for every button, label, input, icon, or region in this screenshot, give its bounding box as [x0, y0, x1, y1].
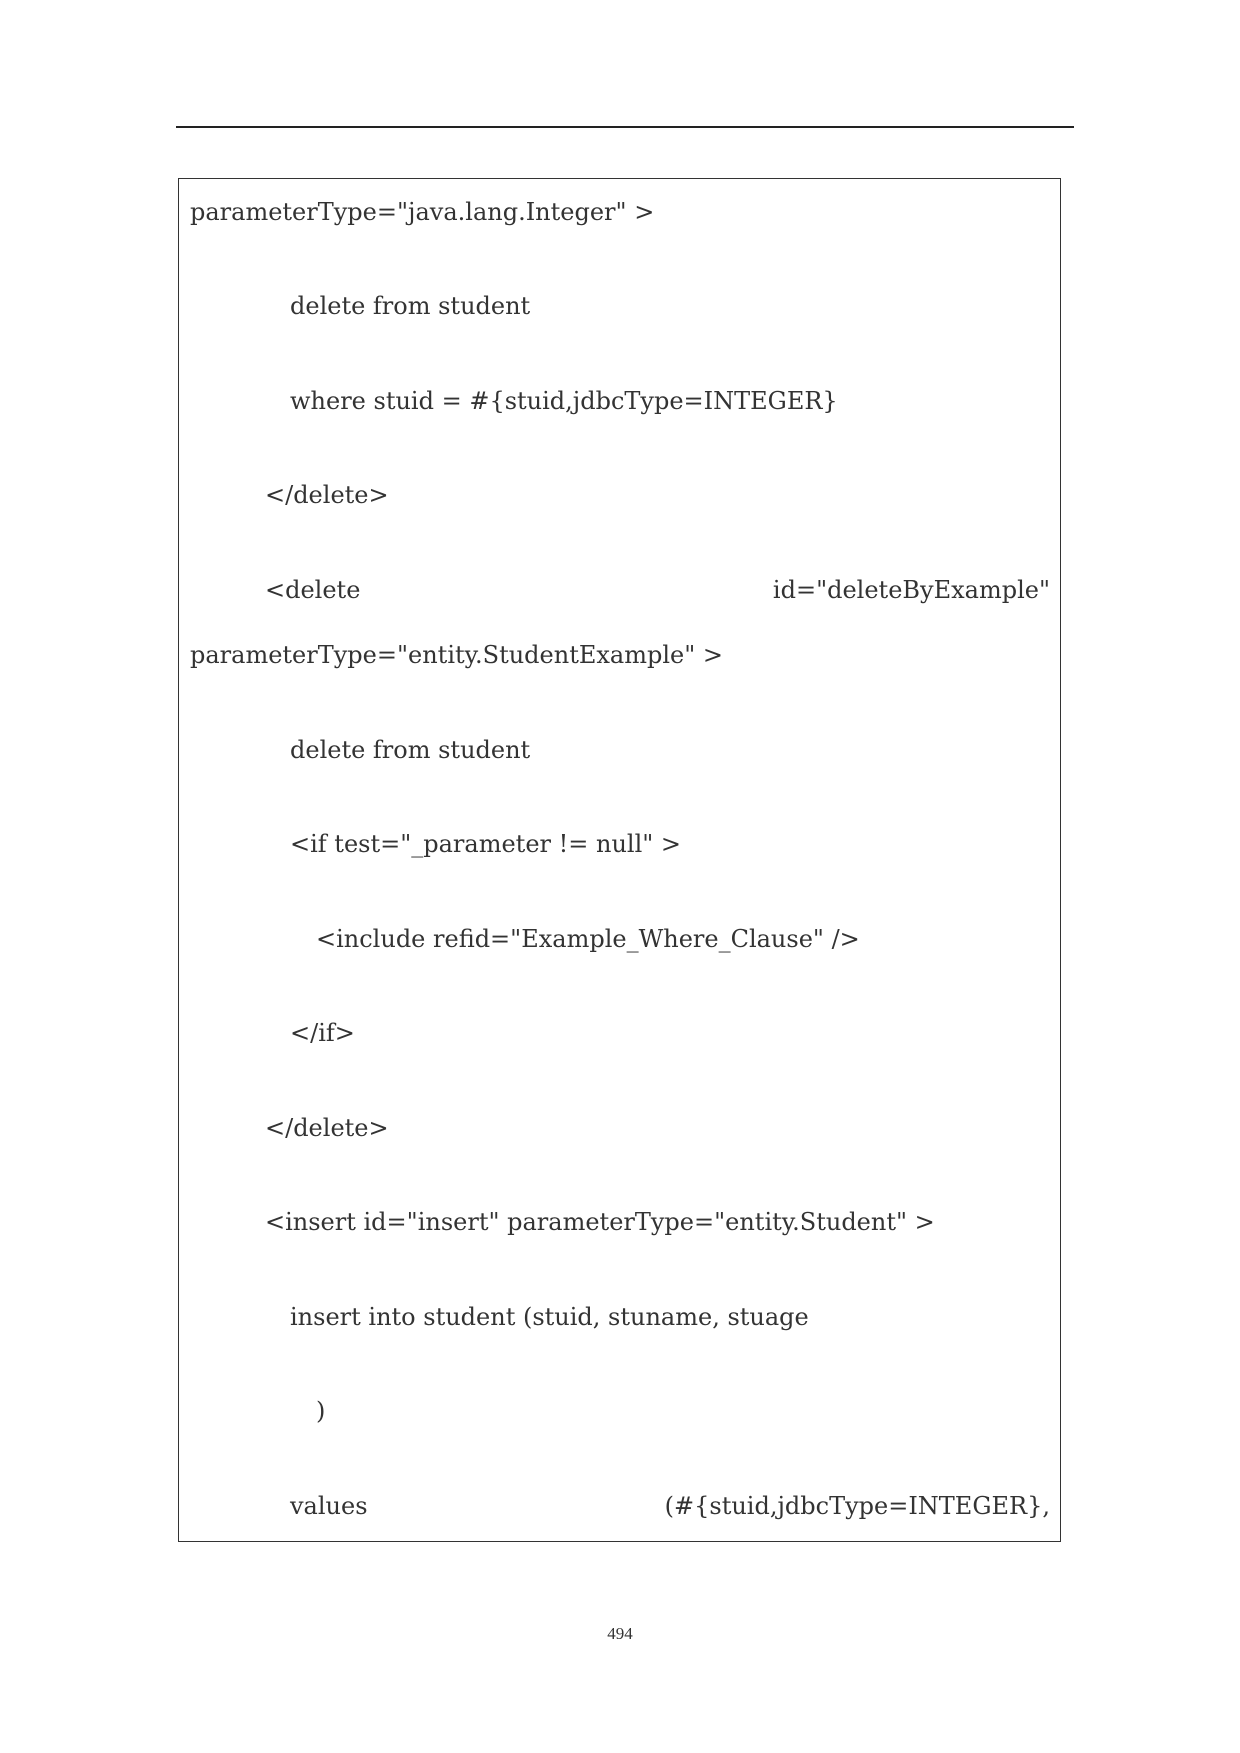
code-line: <if test="_parameter != null" >: [290, 830, 682, 858]
code-line: <insert id="insert" parameterType="entity.Student" >: [265, 1208, 935, 1236]
code-line: parameterType="java.lang.Integer" >: [190, 198, 655, 226]
code-line: delete from student: [290, 292, 531, 320]
code-block: [178, 178, 1061, 1542]
code-line: delete from student: [290, 736, 531, 764]
code-line: ): [316, 1397, 326, 1425]
code-line: </delete>: [265, 1114, 389, 1142]
code-line: id="deleteByExample": [772, 576, 1050, 604]
code-line: values: [290, 1492, 368, 1520]
code-line: </delete>: [265, 481, 389, 509]
header-rule: [176, 126, 1074, 128]
code-line: insert into student (stuid, stuname, stuage: [290, 1303, 809, 1331]
code-line: parameterType="entity.StudentExample" >: [190, 641, 723, 669]
code-line: <delete: [265, 576, 361, 604]
code-line: (#{stuid,jdbcType=INTEGER},: [664, 1492, 1050, 1520]
code-line: where stuid = #{stuid,jdbcType=INTEGER}: [290, 387, 838, 415]
page-number: 494: [607, 1624, 633, 1643]
code-line: <include refid="Example_Where_Clause" />: [316, 925, 860, 953]
code-line: </if>: [290, 1019, 355, 1047]
